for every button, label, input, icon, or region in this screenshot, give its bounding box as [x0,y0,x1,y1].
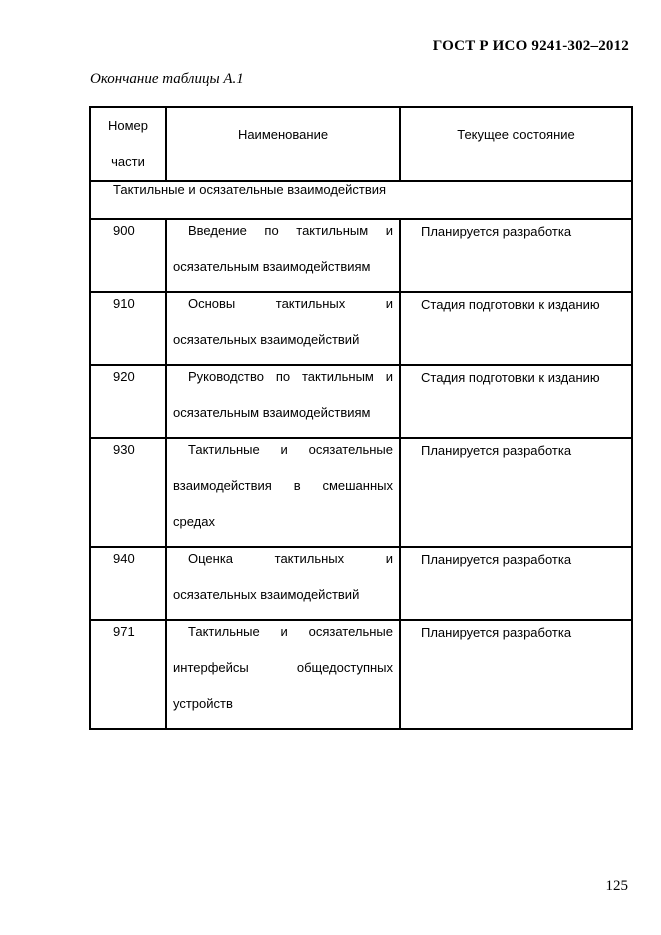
table-row [90,292,632,365]
part-name: Введение по тактильным и осязательным взаимодействиям [173,223,393,274]
part-name: Тактильные и осязательные взаимодействия в смешанных средах [173,442,393,529]
part-number: 971 [90,620,166,729]
part-state-cell [400,292,632,365]
part-name-cell [166,547,400,620]
part-state: Планируется разработка [421,443,572,458]
part-number: 910 [90,292,166,365]
part-name: Оценка тактильных и осязательных взаимодействий [173,551,393,602]
part-state-cell [400,365,632,438]
part-number: 930 [90,438,166,547]
part-state: Планируется разработка [421,224,572,239]
table-caption: Окончание таблицы А.1 [90,71,244,87]
part-name: Основы тактильных и осязательных взаимодействий [173,296,393,347]
part-state: Стадия подготовки к изданию [421,370,600,385]
part-number: 920 [90,365,166,438]
table-row [90,365,632,438]
column-header-name-label: Наименование [237,126,329,142]
part-state-cell [400,620,632,729]
section-title: Тактильные и осязательные взаимодействия [90,181,632,219]
part-number: 940 [90,547,166,620]
table-row [90,219,632,292]
table-header-row [90,107,632,181]
part-name-cell [166,365,400,438]
part-number: 900 [90,219,166,292]
part-state-cell [400,438,632,547]
part-name: Руководство по тактильным и осязательным взаимодействиям [173,369,393,420]
part-state-cell [400,219,632,292]
document-code: ГОСТ Р ИСО 9241-302–2012 [432,38,629,54]
table-row [90,547,632,620]
part-name-cell [166,438,400,547]
column-header-number [90,107,166,181]
part-name-cell [166,620,400,729]
part-state: Планируется разработка [421,625,572,640]
part-state-cell [400,547,632,620]
column-header-state-label: Текущее состояние [457,126,575,142]
part-name-cell [166,219,400,292]
part-name-cell [166,292,400,365]
table-row [90,438,632,547]
page-number: 125 [605,878,628,894]
table-row [90,620,632,729]
parts-table [89,106,633,730]
part-state: Стадия подготовки к изданию [421,297,600,312]
column-header-number-label: Номер части [107,118,148,169]
part-name: Тактильные и осязательные интерфейсы общедоступных устройств [173,624,393,711]
part-state: Планируется разработка [421,552,572,567]
column-header-name [166,107,400,181]
column-header-state [400,107,632,181]
